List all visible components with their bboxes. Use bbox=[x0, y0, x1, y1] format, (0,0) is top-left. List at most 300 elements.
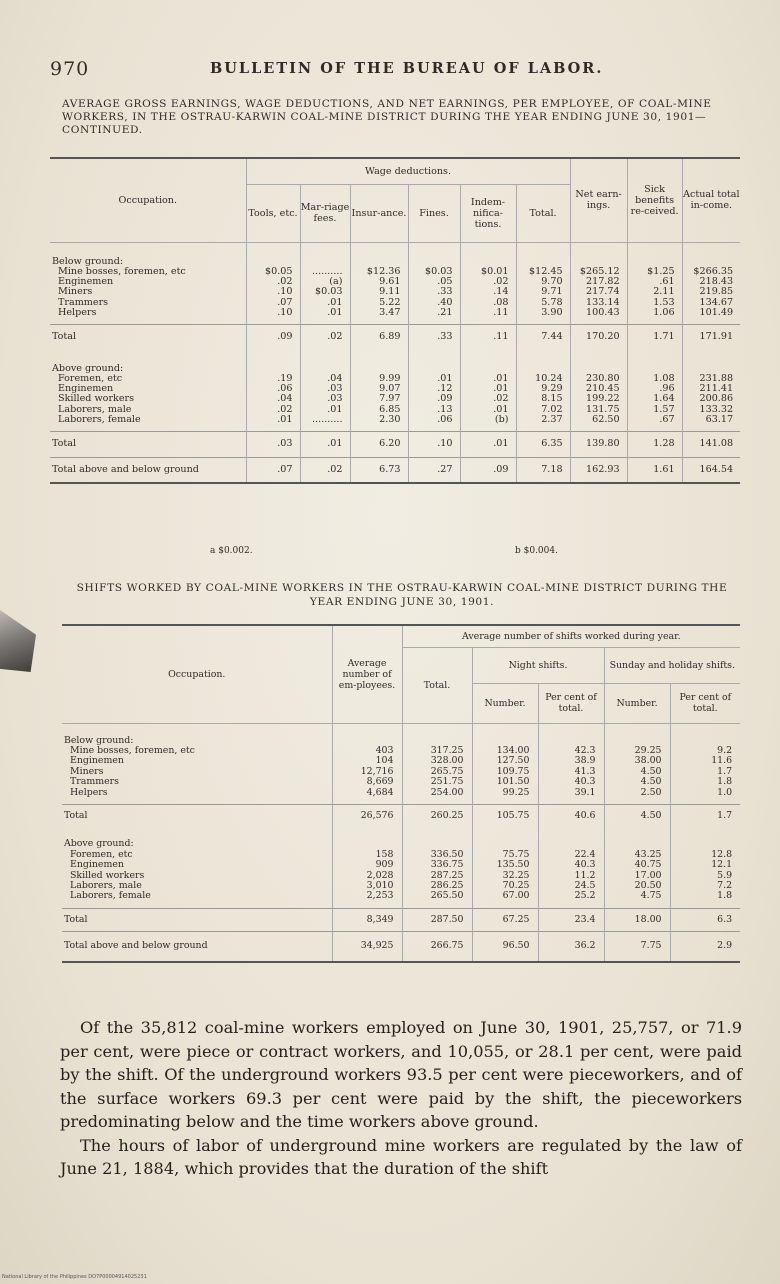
table-cell: 2,253 bbox=[366, 890, 394, 902]
table-cell: 3,010 bbox=[366, 879, 394, 891]
table-cell: 12.1 bbox=[711, 859, 733, 871]
row-label: Laborers, female bbox=[58, 414, 141, 426]
table-cell: 266.75 bbox=[402, 932, 472, 962]
table-cell: .06 bbox=[437, 414, 453, 426]
table-cell: 135.50 bbox=[496, 859, 530, 871]
table-cell: .13 bbox=[437, 403, 453, 415]
table-cell: 38.9 bbox=[574, 755, 596, 767]
table-cell: 9.29 bbox=[541, 383, 563, 395]
table-cell: 12,716 bbox=[360, 765, 394, 777]
col-night-percent: Per cent of total. bbox=[538, 683, 604, 723]
table-cell: 1.06 bbox=[653, 306, 675, 318]
table-cell: .01 bbox=[300, 432, 350, 457]
table-cell: 162.93 bbox=[570, 457, 627, 483]
table-cell: .10 bbox=[277, 286, 293, 298]
table-cell: 38.00 bbox=[634, 755, 662, 767]
table-cell: .......... bbox=[312, 414, 343, 426]
table-cell: 1.57 bbox=[653, 403, 675, 415]
occupation-cell bbox=[50, 350, 246, 432]
table-cell: .40 bbox=[437, 296, 453, 308]
table-cell: 211.41 bbox=[699, 383, 734, 395]
total-row bbox=[50, 457, 740, 483]
table-cell: 2.30 bbox=[379, 414, 401, 426]
col-wage-deductions: Wage deductions. bbox=[246, 158, 570, 184]
col-occupation: Occupation. bbox=[50, 158, 246, 242]
table-cell: 4.50 bbox=[604, 804, 670, 827]
table-cell: 1.08 bbox=[653, 372, 675, 384]
table1-title: AVERAGE GROSS EARNINGS, WAGE DEDUCTIONS, AND NET EARNINGS, PER EMPLOYEE, OF COAL-MINE WORKERS, IN THE OSTRAU-KARWIN COAL-MINE DISTRICT DURING THE YEAR ENDING JUNE 30, 1901—CONTINUED. bbox=[62, 98, 712, 136]
table-cell: 29.25 bbox=[634, 744, 662, 756]
table-cell: .01 bbox=[327, 296, 343, 308]
table-cell: 6.85 bbox=[379, 403, 401, 415]
table-cell: 22.4 bbox=[574, 848, 596, 860]
table-cell: 7.02 bbox=[541, 403, 563, 415]
table-cell: .05 bbox=[437, 276, 453, 288]
table-cell: 134.00 bbox=[496, 744, 530, 756]
table-cell: 36.2 bbox=[538, 932, 604, 962]
table-cell: 1.28 bbox=[627, 432, 682, 457]
row-label: Enginemen bbox=[58, 276, 114, 288]
value-cell bbox=[246, 242, 300, 325]
table-cell: 2.37 bbox=[541, 414, 563, 426]
table-cell: 7.97 bbox=[379, 393, 401, 405]
page-number: 970 bbox=[50, 58, 90, 80]
row-label: Skilled workers bbox=[58, 393, 135, 405]
total-label: Total above and below ground bbox=[62, 932, 332, 962]
value-cell bbox=[682, 350, 740, 432]
table-cell: 9.11 bbox=[379, 286, 401, 298]
row-label: Miners bbox=[58, 286, 93, 298]
table-cell: 9.99 bbox=[379, 372, 401, 384]
table-cell: .09 bbox=[246, 325, 300, 350]
table-cell: (a) bbox=[329, 276, 343, 288]
row-label: Laborers, female bbox=[70, 890, 151, 902]
table-cell: 67.25 bbox=[472, 908, 538, 931]
row-label: Laborers, male bbox=[70, 879, 142, 891]
table-cell: 218.43 bbox=[699, 276, 734, 288]
value-cell bbox=[604, 827, 670, 908]
table-cell: $0.03 bbox=[425, 265, 453, 277]
table-cell: 5.9 bbox=[717, 869, 733, 881]
table-cell: .01 bbox=[277, 414, 293, 426]
table-cell: .01 bbox=[327, 306, 343, 318]
table-cell: 63.17 bbox=[705, 414, 734, 426]
table-cell: 9.07 bbox=[379, 383, 401, 395]
col-night-number: Number. bbox=[472, 683, 538, 723]
value-cell bbox=[300, 350, 350, 432]
table-cell: .02 bbox=[300, 457, 350, 483]
table-cell: 1.61 bbox=[627, 457, 682, 483]
table-cell: 109.75 bbox=[496, 765, 530, 777]
table-cell: 32.25 bbox=[502, 869, 530, 881]
table-cell: .......... bbox=[312, 265, 343, 277]
table-cell: 20.50 bbox=[634, 879, 662, 891]
table-cell: .09 bbox=[460, 457, 516, 483]
table-cell: 230.80 bbox=[586, 372, 620, 384]
row-label: Trammers bbox=[70, 776, 119, 788]
col-indemnifications: Indem-nifica-tions. bbox=[460, 184, 516, 242]
table-cell: 336.75 bbox=[430, 859, 464, 871]
table-cell: 105.75 bbox=[472, 804, 538, 827]
table-cell: 251.75 bbox=[430, 776, 464, 788]
table-cell: .01 bbox=[327, 403, 343, 415]
table-cell: 336.50 bbox=[430, 848, 464, 860]
col-tools: Tools, etc. bbox=[246, 184, 300, 242]
table-cell: $1.25 bbox=[647, 265, 675, 277]
col-shifts-total: Total. bbox=[402, 647, 472, 723]
table-cell: 127.50 bbox=[496, 755, 530, 767]
table1-body bbox=[50, 242, 740, 483]
table-cell: $0.05 bbox=[265, 265, 293, 277]
col-night-shifts: Night shifts. bbox=[472, 647, 604, 683]
shifts-table bbox=[62, 624, 740, 963]
total-row bbox=[50, 325, 740, 350]
total-row bbox=[62, 908, 740, 931]
value-cell bbox=[627, 350, 682, 432]
value-cell bbox=[570, 350, 627, 432]
table-cell: 7.2 bbox=[717, 879, 733, 891]
table-cell: 17.00 bbox=[634, 869, 662, 881]
table-cell: .02 bbox=[277, 403, 293, 415]
table-cell: 75.75 bbox=[502, 848, 530, 860]
table-cell: 1.64 bbox=[653, 393, 675, 405]
table-cell: 5.78 bbox=[541, 296, 563, 308]
footnote-b: b $0.004. bbox=[515, 546, 558, 556]
table-cell: 260.25 bbox=[402, 804, 472, 827]
table-cell: 1.7 bbox=[717, 765, 733, 777]
table-cell: 40.3 bbox=[574, 859, 596, 871]
table-cell: .03 bbox=[246, 432, 300, 457]
value-cell bbox=[350, 242, 408, 325]
row-label: Enginemen bbox=[70, 755, 124, 767]
table-cell: .04 bbox=[277, 393, 293, 405]
table-cell: 8,349 bbox=[332, 908, 402, 931]
table-cell: .96 bbox=[659, 383, 675, 395]
col-insurance: Insur-ance. bbox=[350, 184, 408, 242]
value-cell bbox=[460, 350, 516, 432]
table-cell: 4,684 bbox=[366, 786, 394, 798]
table-cell: 219.85 bbox=[699, 286, 734, 298]
table-cell: 8,669 bbox=[366, 776, 394, 788]
table-cell: 231.88 bbox=[699, 372, 734, 384]
table-cell: 26,576 bbox=[332, 804, 402, 827]
table-cell: .10 bbox=[408, 432, 460, 457]
table-cell: 6.20 bbox=[350, 432, 408, 457]
table-cell: 40.3 bbox=[574, 776, 596, 788]
value-cell bbox=[350, 350, 408, 432]
section-label: Below ground: bbox=[52, 255, 124, 267]
total-row bbox=[62, 932, 740, 962]
table-cell: 99.25 bbox=[502, 786, 530, 798]
table-cell: 2,028 bbox=[366, 869, 394, 881]
table-cell: 133.32 bbox=[699, 403, 734, 415]
table-cell: 164.54 bbox=[682, 457, 740, 483]
col-avg-employees: Average number of em-ployees. bbox=[332, 625, 402, 723]
table-cell: 133.14 bbox=[586, 296, 620, 308]
table-cell: 287.25 bbox=[430, 869, 464, 881]
table-section-above bbox=[62, 827, 740, 908]
table-cell: .10 bbox=[277, 306, 293, 318]
table-cell: .03 bbox=[327, 383, 343, 395]
table-cell: $12.36 bbox=[366, 265, 401, 277]
table-cell: 9.70 bbox=[541, 276, 563, 288]
table-cell: .02 bbox=[493, 393, 509, 405]
table-cell: 104 bbox=[375, 755, 394, 767]
table-cell: 317.25 bbox=[430, 744, 464, 756]
table-cell: 1.8 bbox=[717, 776, 733, 788]
table-cell: 41.3 bbox=[574, 765, 596, 777]
table-cell: 8.15 bbox=[541, 393, 563, 405]
row-label: Miners bbox=[70, 765, 104, 777]
table-section-below bbox=[50, 242, 740, 325]
table-cell: 67.00 bbox=[502, 890, 530, 902]
row-label: Laborers, male bbox=[58, 403, 132, 415]
table-section-below bbox=[62, 723, 740, 804]
value-cell bbox=[570, 242, 627, 325]
table-cell: 2.50 bbox=[640, 786, 662, 798]
table-cell: 1.71 bbox=[627, 325, 682, 350]
table-cell: .14 bbox=[493, 286, 509, 298]
table-cell: 3.90 bbox=[541, 306, 563, 318]
row-label: Trammers bbox=[58, 296, 109, 308]
table-cell: 141.08 bbox=[682, 432, 740, 457]
table-cell: 1.53 bbox=[653, 296, 675, 308]
table-cell: .02 bbox=[493, 276, 509, 288]
table-cell: 328.00 bbox=[430, 755, 464, 767]
table-cell: 210.45 bbox=[586, 383, 620, 395]
col-sunday-number: Number. bbox=[604, 683, 670, 723]
table-cell: 254.00 bbox=[430, 786, 464, 798]
row-label: Mine bosses, foremen, etc bbox=[70, 744, 195, 756]
table-cell: .03 bbox=[327, 393, 343, 405]
section-label: Above ground: bbox=[64, 838, 134, 850]
value-cell bbox=[332, 827, 402, 908]
row-label: Helpers bbox=[70, 786, 108, 798]
table-cell: 101.49 bbox=[699, 306, 734, 318]
table-cell: 43.25 bbox=[634, 848, 662, 860]
paragraph: Of the 35,812 coal-mine workers employed on June 30, 1901, 25,757, or 71.9 per cent, were piece or contract workers, and 10,055, or 28.1 per cent, were paid by the shift. Of the underground workers 93.5 per cent were pieceworkers, and of the surface workers 69.3 per cent were paid by the shift, the pieceworkers predominating below and the time workers above ground. bbox=[60, 1018, 742, 1131]
table-cell: 6.35 bbox=[516, 432, 570, 457]
total-row bbox=[62, 804, 740, 827]
table-cell: .33 bbox=[408, 325, 460, 350]
table-cell: .02 bbox=[277, 276, 293, 288]
table-cell: $265.12 bbox=[579, 265, 620, 277]
total-row bbox=[50, 432, 740, 457]
table-cell: 101.50 bbox=[496, 776, 530, 788]
table-cell: 7.75 bbox=[604, 932, 670, 962]
library-stamp: National Library of the Philippines DO7P00004914025231 bbox=[2, 1274, 147, 1280]
table-cell: 11.6 bbox=[711, 755, 733, 767]
total-label: Total above and below ground bbox=[50, 457, 246, 483]
table-cell: 4.75 bbox=[640, 890, 662, 902]
row-label: Foremen, etc bbox=[70, 848, 133, 860]
table-cell: $266.35 bbox=[693, 265, 734, 277]
table2-title: SHIFTS WORKED BY COAL-MINE WORKERS IN THE OSTRAU-KARWIN COAL-MINE DISTRICT DURING THE YEAR ENDING JUNE 30, 1901. bbox=[76, 582, 728, 608]
running-title: BULLETIN OF THE BUREAU OF LABOR. bbox=[210, 60, 604, 77]
table-cell: 134.67 bbox=[699, 296, 734, 308]
table-cell: 96.50 bbox=[472, 932, 538, 962]
table-cell: .01 bbox=[493, 372, 509, 384]
table-cell: 7.18 bbox=[516, 457, 570, 483]
table-cell: 9.2 bbox=[717, 744, 733, 756]
row-label: Foremen, etc bbox=[58, 372, 123, 384]
col-fines: Fines. bbox=[408, 184, 460, 242]
col-net-earnings: Net earn-ings. bbox=[570, 158, 627, 242]
total-label: Total bbox=[50, 432, 246, 457]
paragraph: The hours of labor of underground mine workers are regulated by the law of June 21, 1884, which provides that the duration of the shift bbox=[60, 1135, 742, 1178]
table-cell: 1.7 bbox=[670, 804, 740, 827]
table-cell: 23.4 bbox=[538, 908, 604, 931]
table-cell: .01 bbox=[493, 403, 509, 415]
value-cell bbox=[408, 350, 460, 432]
section-label: Above ground: bbox=[52, 362, 124, 374]
footnote-a: a $0.002. bbox=[210, 546, 253, 556]
value-cell bbox=[460, 242, 516, 325]
table-cell: 265.50 bbox=[430, 890, 464, 902]
table-section-above bbox=[50, 350, 740, 432]
table-cell: .07 bbox=[277, 296, 293, 308]
value-cell bbox=[670, 723, 740, 804]
table-cell: 24.5 bbox=[574, 879, 596, 891]
row-label: Enginemen bbox=[70, 859, 124, 871]
table-cell: $0.01 bbox=[481, 265, 509, 277]
table-cell: 62.50 bbox=[592, 414, 620, 426]
row-label: Mine bosses, foremen, etc bbox=[58, 265, 186, 277]
table-cell: 6.3 bbox=[670, 908, 740, 931]
value-cell bbox=[516, 350, 570, 432]
value-cell bbox=[604, 723, 670, 804]
table-cell: 170.20 bbox=[570, 325, 627, 350]
table-cell: 1.0 bbox=[717, 786, 733, 798]
table-cell: 40.6 bbox=[538, 804, 604, 827]
table-cell: $12.45 bbox=[529, 265, 563, 277]
value-cell bbox=[538, 827, 604, 908]
col-sunday-percent: Per cent of total. bbox=[670, 683, 740, 723]
value-cell bbox=[516, 242, 570, 325]
value-cell bbox=[408, 242, 460, 325]
total-label: Total bbox=[62, 908, 332, 931]
table-cell: .19 bbox=[277, 372, 293, 384]
row-label: Enginemen bbox=[58, 383, 114, 395]
table-cell: 287.50 bbox=[402, 908, 472, 931]
table-cell: 10.24 bbox=[535, 372, 563, 384]
row-label: Helpers bbox=[58, 306, 97, 318]
table-cell: 139.80 bbox=[570, 432, 627, 457]
row-label: Skilled workers bbox=[70, 869, 145, 881]
table-cell: .02 bbox=[300, 325, 350, 350]
table-cell: $0.03 bbox=[315, 286, 343, 298]
table-cell: 18.00 bbox=[604, 908, 670, 931]
table-cell: .33 bbox=[437, 286, 453, 298]
col-marriage-fees: Mar-riage fees. bbox=[300, 184, 350, 242]
table-cell: .21 bbox=[437, 306, 453, 318]
col-sunday-holiday: Sunday and holiday shifts. bbox=[604, 647, 740, 683]
value-cell bbox=[246, 350, 300, 432]
table-cell: 9.71 bbox=[541, 286, 563, 298]
occupation-cell bbox=[62, 723, 332, 804]
value-cell bbox=[682, 242, 740, 325]
page-header bbox=[50, 58, 750, 82]
table-cell: 4.50 bbox=[640, 765, 662, 777]
table-cell: 6.73 bbox=[350, 457, 408, 483]
occupation-cell bbox=[50, 242, 246, 325]
earnings-table bbox=[50, 157, 740, 484]
table-cell: 2.11 bbox=[653, 286, 675, 298]
table2-body bbox=[62, 723, 740, 962]
value-cell bbox=[472, 827, 538, 908]
table-cell: 200.86 bbox=[699, 393, 734, 405]
table-cell: 12.8 bbox=[711, 848, 733, 860]
table-cell: .11 bbox=[460, 325, 516, 350]
col-deductions-total: Total. bbox=[516, 184, 570, 242]
col-avg-shifts: Average number of shifts worked during year. bbox=[402, 625, 740, 647]
value-cell bbox=[332, 723, 402, 804]
table-cell: .01 bbox=[460, 432, 516, 457]
table-cell: 217.82 bbox=[586, 276, 620, 288]
section-label: Below ground: bbox=[64, 734, 134, 746]
table-cell: .67 bbox=[659, 414, 675, 426]
table-cell: 9.61 bbox=[379, 276, 401, 288]
table-cell: .04 bbox=[327, 372, 343, 384]
table-cell: .27 bbox=[408, 457, 460, 483]
table-cell: 171.91 bbox=[682, 325, 740, 350]
table-cell: 5.22 bbox=[379, 296, 401, 308]
table-cell: 4.50 bbox=[640, 776, 662, 788]
col-actual-income: Actual total in-come. bbox=[682, 158, 740, 242]
table-cell: 199.22 bbox=[586, 393, 620, 405]
value-cell bbox=[402, 723, 472, 804]
table-cell: (b) bbox=[494, 414, 509, 426]
value-cell bbox=[402, 827, 472, 908]
binding-pin bbox=[0, 610, 36, 672]
col-sick-benefits: Sick benefits re-ceived. bbox=[627, 158, 682, 242]
table-cell: 7.44 bbox=[516, 325, 570, 350]
total-label: Total bbox=[50, 325, 246, 350]
table-cell: 11.2 bbox=[574, 869, 596, 881]
table-cell: 1.8 bbox=[717, 890, 733, 902]
table-cell: 403 bbox=[375, 744, 394, 756]
value-cell bbox=[627, 242, 682, 325]
table-cell: .01 bbox=[437, 372, 453, 384]
table-cell: 70.25 bbox=[502, 879, 530, 891]
table-cell: .01 bbox=[493, 383, 509, 395]
body-text bbox=[60, 1016, 742, 1181]
table-cell: .06 bbox=[277, 383, 293, 395]
table-cell: 909 bbox=[375, 859, 394, 871]
table-cell: 265.75 bbox=[430, 765, 464, 777]
table-cell: 42.3 bbox=[574, 744, 596, 756]
col-occupation: Occupation. bbox=[62, 625, 332, 723]
table-cell: .08 bbox=[493, 296, 509, 308]
table-cell: 25.2 bbox=[574, 890, 596, 902]
value-cell bbox=[300, 242, 350, 325]
total-label: Total bbox=[62, 804, 332, 827]
table-cell: .11 bbox=[493, 306, 509, 318]
table-cell: .09 bbox=[437, 393, 453, 405]
value-cell bbox=[670, 827, 740, 908]
table-cell: 39.1 bbox=[574, 786, 596, 798]
table-cell: 6.89 bbox=[350, 325, 408, 350]
table-cell: .61 bbox=[659, 276, 675, 288]
value-cell bbox=[538, 723, 604, 804]
table-cell: 40.75 bbox=[634, 859, 662, 871]
table-cell: 131.75 bbox=[586, 403, 620, 415]
table-cell: 34,925 bbox=[332, 932, 402, 962]
table-cell: 100.43 bbox=[586, 306, 620, 318]
table-cell: 3.47 bbox=[379, 306, 401, 318]
value-cell bbox=[472, 723, 538, 804]
table-cell: .07 bbox=[246, 457, 300, 483]
